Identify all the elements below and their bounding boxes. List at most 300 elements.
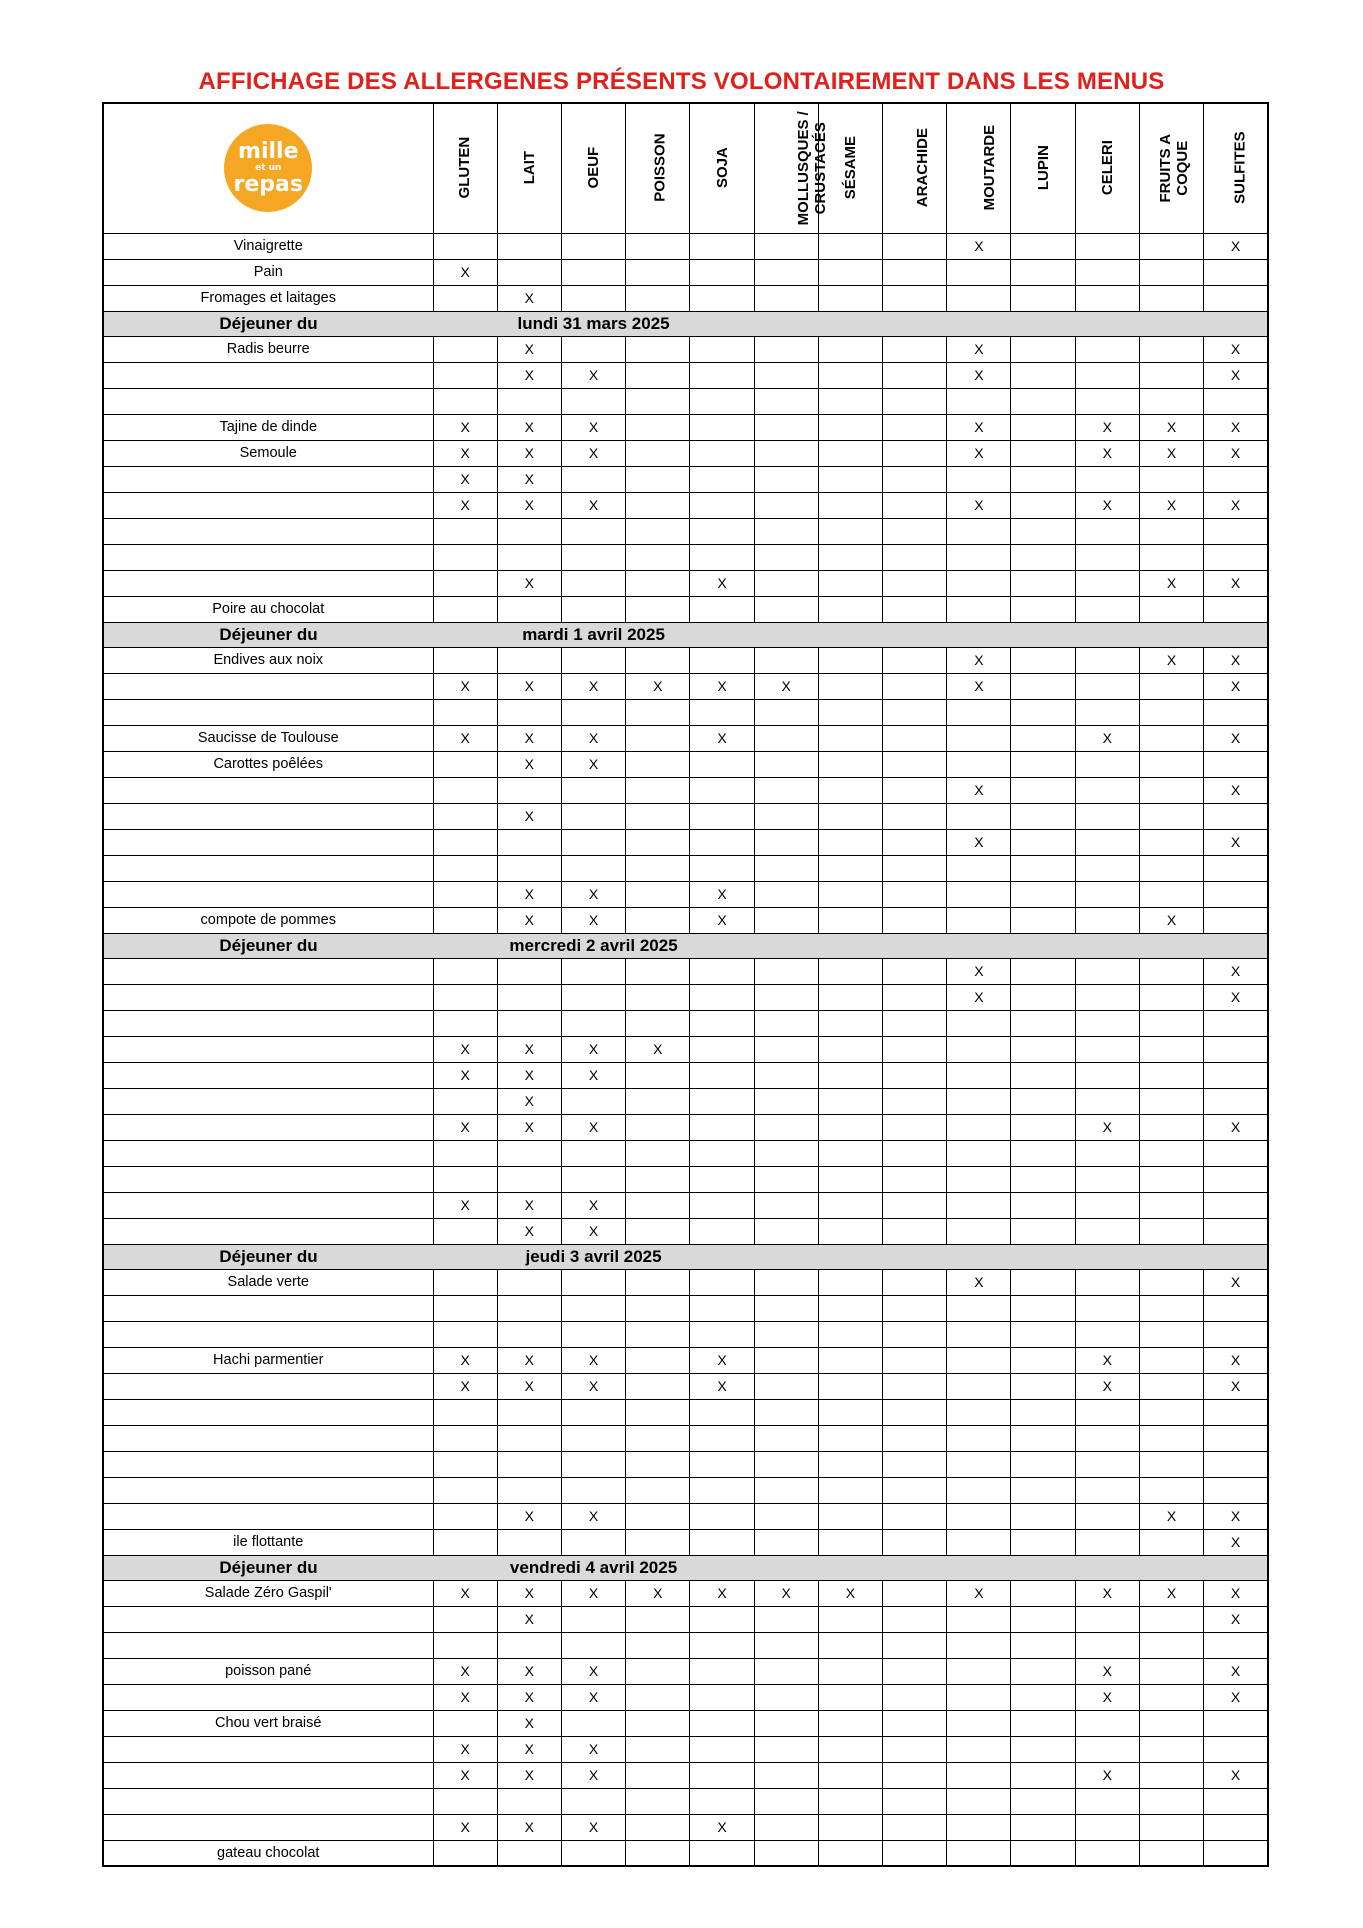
allergen-cell xyxy=(1204,803,1268,829)
allergen-cell xyxy=(883,777,947,803)
allergen-cell xyxy=(690,1425,754,1451)
allergen-cell xyxy=(626,1166,690,1192)
dish-name: Saucisse de Toulouse xyxy=(103,725,433,751)
allergen-cell xyxy=(1011,803,1075,829)
table-row xyxy=(103,1114,1268,1140)
allergen-cell xyxy=(626,518,690,544)
allergen-cell xyxy=(690,544,754,570)
allergen-cell xyxy=(561,1788,625,1814)
allergen-cell xyxy=(1011,414,1075,440)
table-row xyxy=(103,1477,1268,1503)
allergen-cell xyxy=(690,1606,754,1632)
allergen-cell xyxy=(1139,1658,1203,1684)
allergen-cell xyxy=(818,1503,882,1529)
dish-name xyxy=(103,699,433,725)
table-row xyxy=(103,803,1268,829)
column-header-sesame: SÉSAME xyxy=(818,103,882,233)
table-row xyxy=(103,881,1268,907)
allergen-cell xyxy=(818,1632,882,1658)
allergen-cell xyxy=(561,285,625,311)
dish-name xyxy=(103,1736,433,1762)
allergen-cell xyxy=(883,1451,947,1477)
table-row xyxy=(103,1580,1268,1606)
dish-name xyxy=(103,1010,433,1036)
allergen-cell xyxy=(561,388,625,414)
allergen-cell: X xyxy=(690,1373,754,1399)
allergen-cell xyxy=(1075,855,1139,881)
dish-name: compote de pommes xyxy=(103,907,433,933)
allergen-cell xyxy=(1011,907,1075,933)
allergen-cell xyxy=(883,1036,947,1062)
allergen-cell xyxy=(690,1684,754,1710)
allergen-cell xyxy=(626,725,690,751)
dish-name xyxy=(103,1684,433,1710)
allergen-cell xyxy=(690,466,754,492)
allergen-cell xyxy=(1139,1814,1203,1840)
allergen-cell xyxy=(883,1632,947,1658)
allergen-cell xyxy=(497,829,561,855)
allergen-cell xyxy=(947,259,1011,285)
table-row xyxy=(103,958,1268,984)
allergen-cell xyxy=(818,1269,882,1295)
allergen-cell xyxy=(433,1840,497,1866)
allergen-cell xyxy=(690,1192,754,1218)
allergen-cell xyxy=(1011,440,1075,466)
logo-text-1: mille xyxy=(238,138,299,164)
allergen-cell xyxy=(1011,466,1075,492)
allergen-cell xyxy=(1139,1347,1203,1373)
allergen-cell xyxy=(1011,1529,1075,1555)
allergen-cell xyxy=(883,1788,947,1814)
allergen-cell xyxy=(626,1218,690,1244)
allergen-cell xyxy=(433,699,497,725)
table-row xyxy=(103,414,1268,440)
allergen-cell xyxy=(690,1710,754,1736)
allergen-cell xyxy=(561,466,625,492)
allergen-cell: X xyxy=(1204,984,1268,1010)
table-row xyxy=(103,285,1268,311)
allergen-cell xyxy=(1075,1062,1139,1088)
allergen-cell xyxy=(1204,1632,1268,1658)
allergen-cell: X xyxy=(561,1762,625,1788)
allergen-cell xyxy=(1075,829,1139,855)
allergen-cell xyxy=(754,466,818,492)
table-row xyxy=(103,1166,1268,1192)
allergen-cell xyxy=(1139,958,1203,984)
allergen-cell xyxy=(947,725,1011,751)
allergen-cell xyxy=(818,1062,882,1088)
allergen-cell xyxy=(433,1477,497,1503)
allergen-cell xyxy=(1139,1632,1203,1658)
allergen-cell xyxy=(1011,1736,1075,1762)
allergen-cell xyxy=(690,1451,754,1477)
allergen-cell xyxy=(690,1010,754,1036)
allergen-cell: X xyxy=(433,1036,497,1062)
allergen-cell xyxy=(1139,1010,1203,1036)
allergen-cell xyxy=(1075,362,1139,388)
allergen-cell xyxy=(626,1529,690,1555)
allergen-cell xyxy=(883,725,947,751)
allergen-cell xyxy=(947,1166,1011,1192)
allergen-cell xyxy=(433,1632,497,1658)
allergen-cell: X xyxy=(561,1192,625,1218)
allergen-cell xyxy=(626,1140,690,1166)
table-row xyxy=(103,518,1268,544)
allergen-cell xyxy=(883,1840,947,1866)
allergen-cell xyxy=(883,984,947,1010)
allergen-cell xyxy=(561,1529,625,1555)
day-date: vendredi 4 avril 2025 xyxy=(433,1555,754,1580)
allergen-cell xyxy=(947,1684,1011,1710)
allergen-cell xyxy=(1204,1062,1268,1088)
allergen-cell xyxy=(754,518,818,544)
dish-name xyxy=(103,829,433,855)
allergen-cell: X xyxy=(433,673,497,699)
allergen-cell: X xyxy=(690,725,754,751)
day-header-row xyxy=(103,311,1268,336)
allergen-cell: X xyxy=(1139,414,1203,440)
allergen-cell xyxy=(1075,907,1139,933)
allergen-cell xyxy=(626,1010,690,1036)
allergen-cell: X xyxy=(1204,362,1268,388)
allergen-cell xyxy=(947,1425,1011,1451)
allergen-cell xyxy=(1075,1451,1139,1477)
allergen-cell xyxy=(561,1632,625,1658)
allergen-cell xyxy=(1139,725,1203,751)
allergen-cell xyxy=(561,699,625,725)
allergen-cell xyxy=(626,596,690,622)
allergen-cell xyxy=(754,958,818,984)
allergen-cell xyxy=(1011,1451,1075,1477)
allergen-cell xyxy=(754,829,818,855)
allergen-cell xyxy=(818,1451,882,1477)
allergen-cell xyxy=(561,803,625,829)
allergen-cell xyxy=(883,699,947,725)
allergen-cell xyxy=(1139,233,1203,259)
allergen-cell xyxy=(690,777,754,803)
allergen-cell xyxy=(626,1321,690,1347)
allergen-cell xyxy=(883,492,947,518)
allergen-cell xyxy=(883,1166,947,1192)
allergen-cell: X xyxy=(690,907,754,933)
allergen-cell xyxy=(433,829,497,855)
allergen-cell xyxy=(1204,1295,1268,1321)
allergen-cell xyxy=(818,803,882,829)
table-row xyxy=(103,1840,1268,1866)
allergen-cell xyxy=(1011,388,1075,414)
allergen-cell xyxy=(883,1762,947,1788)
allergen-cell xyxy=(947,1762,1011,1788)
allergen-cell xyxy=(1011,1477,1075,1503)
allergen-cell xyxy=(626,699,690,725)
allergen-cell xyxy=(883,1088,947,1114)
allergen-cell xyxy=(1139,1036,1203,1062)
allergen-cell xyxy=(883,233,947,259)
allergen-cell xyxy=(561,233,625,259)
allergen-cell xyxy=(1075,1425,1139,1451)
allergen-cell xyxy=(818,881,882,907)
allergen-cell: X xyxy=(690,1347,754,1373)
allergen-cell: X xyxy=(497,1710,561,1736)
allergen-cell: X xyxy=(561,1036,625,1062)
table-row xyxy=(103,1632,1268,1658)
allergen-cell xyxy=(433,1140,497,1166)
allergen-cell xyxy=(626,1736,690,1762)
allergen-cell xyxy=(818,1321,882,1347)
table-row xyxy=(103,466,1268,492)
dish-name xyxy=(103,1295,433,1321)
table-row xyxy=(103,1010,1268,1036)
allergen-cell xyxy=(497,1477,561,1503)
allergen-cell xyxy=(754,1166,818,1192)
allergen-cell: X xyxy=(1204,1684,1268,1710)
allergen-cell xyxy=(433,1218,497,1244)
allergen-cell xyxy=(626,1062,690,1088)
allergen-cell: X xyxy=(1204,725,1268,751)
allergen-cell xyxy=(690,984,754,1010)
allergen-cell xyxy=(626,984,690,1010)
allergen-cell xyxy=(754,881,818,907)
allergen-cell xyxy=(1011,1321,1075,1347)
allergen-cell xyxy=(626,233,690,259)
allergen-cell xyxy=(1075,1710,1139,1736)
allergen-cell xyxy=(1011,984,1075,1010)
table-row xyxy=(103,570,1268,596)
allergen-cell: X xyxy=(433,1580,497,1606)
allergen-cell xyxy=(754,1088,818,1114)
allergen-cell xyxy=(626,1373,690,1399)
allergen-cell: X xyxy=(561,1347,625,1373)
allergen-cell: X xyxy=(947,777,1011,803)
allergen-cell xyxy=(497,1840,561,1866)
allergen-cell xyxy=(626,1192,690,1218)
allergen-cell: X xyxy=(497,1036,561,1062)
allergen-cell xyxy=(883,1399,947,1425)
allergen-cell xyxy=(947,570,1011,596)
allergen-cell xyxy=(561,1710,625,1736)
allergen-cell xyxy=(818,492,882,518)
allergen-cell: X xyxy=(754,673,818,699)
allergen-cell xyxy=(626,1503,690,1529)
allergen-cell: X xyxy=(1204,1529,1268,1555)
allergen-cell xyxy=(497,1425,561,1451)
dish-name xyxy=(103,1192,433,1218)
dish-name: Carottes poêlées xyxy=(103,751,433,777)
allergen-cell xyxy=(883,1580,947,1606)
allergen-cell xyxy=(818,285,882,311)
allergen-cell xyxy=(1011,1347,1075,1373)
allergen-cell xyxy=(818,984,882,1010)
allergen-cell xyxy=(818,570,882,596)
allergen-cell xyxy=(1139,1606,1203,1632)
allergen-cell xyxy=(754,233,818,259)
allergen-cell xyxy=(947,881,1011,907)
allergen-cell xyxy=(818,1425,882,1451)
allergen-cell xyxy=(1075,1295,1139,1321)
allergen-cell: X xyxy=(497,1088,561,1114)
allergen-cell xyxy=(818,699,882,725)
dish-name xyxy=(103,1762,433,1788)
column-header-poisson: POISSON xyxy=(626,103,690,233)
allergen-cell xyxy=(754,855,818,881)
allergen-cell xyxy=(883,647,947,673)
allergen-cell xyxy=(754,1658,818,1684)
column-header-fruits-a-coque: FRUITS A COQUE xyxy=(1139,103,1203,233)
allergen-cell xyxy=(433,1451,497,1477)
allergen-cell xyxy=(1139,829,1203,855)
column-header-celeri: CELERI xyxy=(1075,103,1139,233)
allergen-cell: X xyxy=(433,1114,497,1140)
allergen-cell xyxy=(947,1218,1011,1244)
allergen-cell xyxy=(690,1218,754,1244)
allergen-cell xyxy=(1204,1451,1268,1477)
allergen-cell xyxy=(1139,1840,1203,1866)
allergen-cell xyxy=(754,647,818,673)
day-date: lundi 31 mars 2025 xyxy=(433,311,754,336)
allergen-cell xyxy=(947,1321,1011,1347)
allergen-cell xyxy=(561,1321,625,1347)
allergen-cell xyxy=(1075,259,1139,285)
allergen-cell xyxy=(947,285,1011,311)
allergen-cell xyxy=(690,388,754,414)
allergen-cell: X xyxy=(818,1580,882,1606)
allergen-cell xyxy=(883,907,947,933)
allergen-cell: X xyxy=(947,673,1011,699)
allergen-cell: X xyxy=(433,1814,497,1840)
allergen-cell xyxy=(1139,855,1203,881)
allergen-cell xyxy=(1204,544,1268,570)
allergen-cell xyxy=(1011,544,1075,570)
allergen-cell xyxy=(1011,1192,1075,1218)
allergen-cell xyxy=(883,1477,947,1503)
allergen-cell: X xyxy=(497,440,561,466)
allergen-cell xyxy=(883,751,947,777)
dish-name xyxy=(103,1451,433,1477)
allergen-cell xyxy=(626,1606,690,1632)
allergen-cell: X xyxy=(561,414,625,440)
dish-name xyxy=(103,570,433,596)
allergen-cell xyxy=(433,855,497,881)
dish-name xyxy=(103,958,433,984)
allergen-cell: X xyxy=(1139,440,1203,466)
allergen-cell xyxy=(1011,647,1075,673)
allergen-cell: X xyxy=(1139,1503,1203,1529)
allergen-cell xyxy=(626,751,690,777)
allergen-cell xyxy=(690,285,754,311)
dish-name: gateau chocolat xyxy=(103,1840,433,1866)
dish-name xyxy=(103,518,433,544)
column-header-arachide: ARACHIDE xyxy=(883,103,947,233)
allergen-cell xyxy=(883,1295,947,1321)
dish-name xyxy=(103,1114,433,1140)
allergen-cell xyxy=(818,1399,882,1425)
allergen-cell xyxy=(754,1477,818,1503)
dish-name xyxy=(103,362,433,388)
allergen-cell xyxy=(690,1269,754,1295)
column-header-lupin: LUPIN xyxy=(1011,103,1075,233)
allergen-cell xyxy=(1011,233,1075,259)
allergen-cell xyxy=(947,1736,1011,1762)
allergen-cell: X xyxy=(947,492,1011,518)
allergen-cell xyxy=(1204,907,1268,933)
allergen-cell xyxy=(818,440,882,466)
allergen-cell xyxy=(690,699,754,725)
allergen-cell xyxy=(754,336,818,362)
allergen-cell xyxy=(497,388,561,414)
allergen-cell: X xyxy=(690,673,754,699)
allergen-cell xyxy=(883,1710,947,1736)
allergen-cell xyxy=(1011,673,1075,699)
allergen-cell xyxy=(561,777,625,803)
allergen-cell xyxy=(818,1684,882,1710)
allergen-cell: X xyxy=(497,285,561,311)
allergen-cell xyxy=(1139,1088,1203,1114)
allergen-cell xyxy=(1011,699,1075,725)
allergen-cell xyxy=(626,1269,690,1295)
allergen-cell xyxy=(690,1840,754,1866)
allergen-cell xyxy=(1011,1814,1075,1840)
allergen-cell xyxy=(1139,596,1203,622)
dish-name xyxy=(103,492,433,518)
allergen-cell xyxy=(947,1114,1011,1140)
allergen-cell xyxy=(1075,1321,1139,1347)
allergen-cell xyxy=(497,647,561,673)
allergen-cell xyxy=(818,1529,882,1555)
allergen-cell xyxy=(690,1114,754,1140)
allergen-cell xyxy=(947,1399,1011,1425)
allergen-cell: X xyxy=(1075,725,1139,751)
allergen-cell xyxy=(690,336,754,362)
allergen-cell xyxy=(818,1192,882,1218)
allergen-cell xyxy=(947,1814,1011,1840)
allergen-cell xyxy=(1075,1529,1139,1555)
day-label: Déjeuner du xyxy=(103,1244,433,1269)
table-row xyxy=(103,1399,1268,1425)
allergen-cell xyxy=(433,388,497,414)
allergen-cell xyxy=(883,1373,947,1399)
allergen-cell xyxy=(690,1088,754,1114)
allergen-cell xyxy=(626,1399,690,1425)
allergen-cell xyxy=(561,1425,625,1451)
allergen-cell: X xyxy=(561,362,625,388)
allergen-cell xyxy=(561,259,625,285)
allergen-cell xyxy=(433,1788,497,1814)
allergen-cell xyxy=(1075,751,1139,777)
allergen-cell xyxy=(497,233,561,259)
allergen-cell xyxy=(433,803,497,829)
allergen-cell xyxy=(690,1658,754,1684)
allergen-cell xyxy=(1075,1140,1139,1166)
allergen-cell: X xyxy=(1075,1347,1139,1373)
allergen-cell xyxy=(690,1062,754,1088)
table-row xyxy=(103,1710,1268,1736)
table-row xyxy=(103,1814,1268,1840)
allergen-cell xyxy=(1075,336,1139,362)
allergen-cell xyxy=(690,1399,754,1425)
table-row xyxy=(103,1062,1268,1088)
allergen-cell xyxy=(818,958,882,984)
allergen-cell xyxy=(883,855,947,881)
dish-name: Hachi parmentier xyxy=(103,1347,433,1373)
allergen-cell: X xyxy=(497,570,561,596)
allergen-cell xyxy=(1011,1710,1075,1736)
allergen-cell xyxy=(947,1606,1011,1632)
allergen-cell xyxy=(1011,1218,1075,1244)
allergen-cell xyxy=(561,570,625,596)
allergen-cell: X xyxy=(1139,492,1203,518)
allergen-cell: X xyxy=(497,1218,561,1244)
allergen-cell xyxy=(754,751,818,777)
